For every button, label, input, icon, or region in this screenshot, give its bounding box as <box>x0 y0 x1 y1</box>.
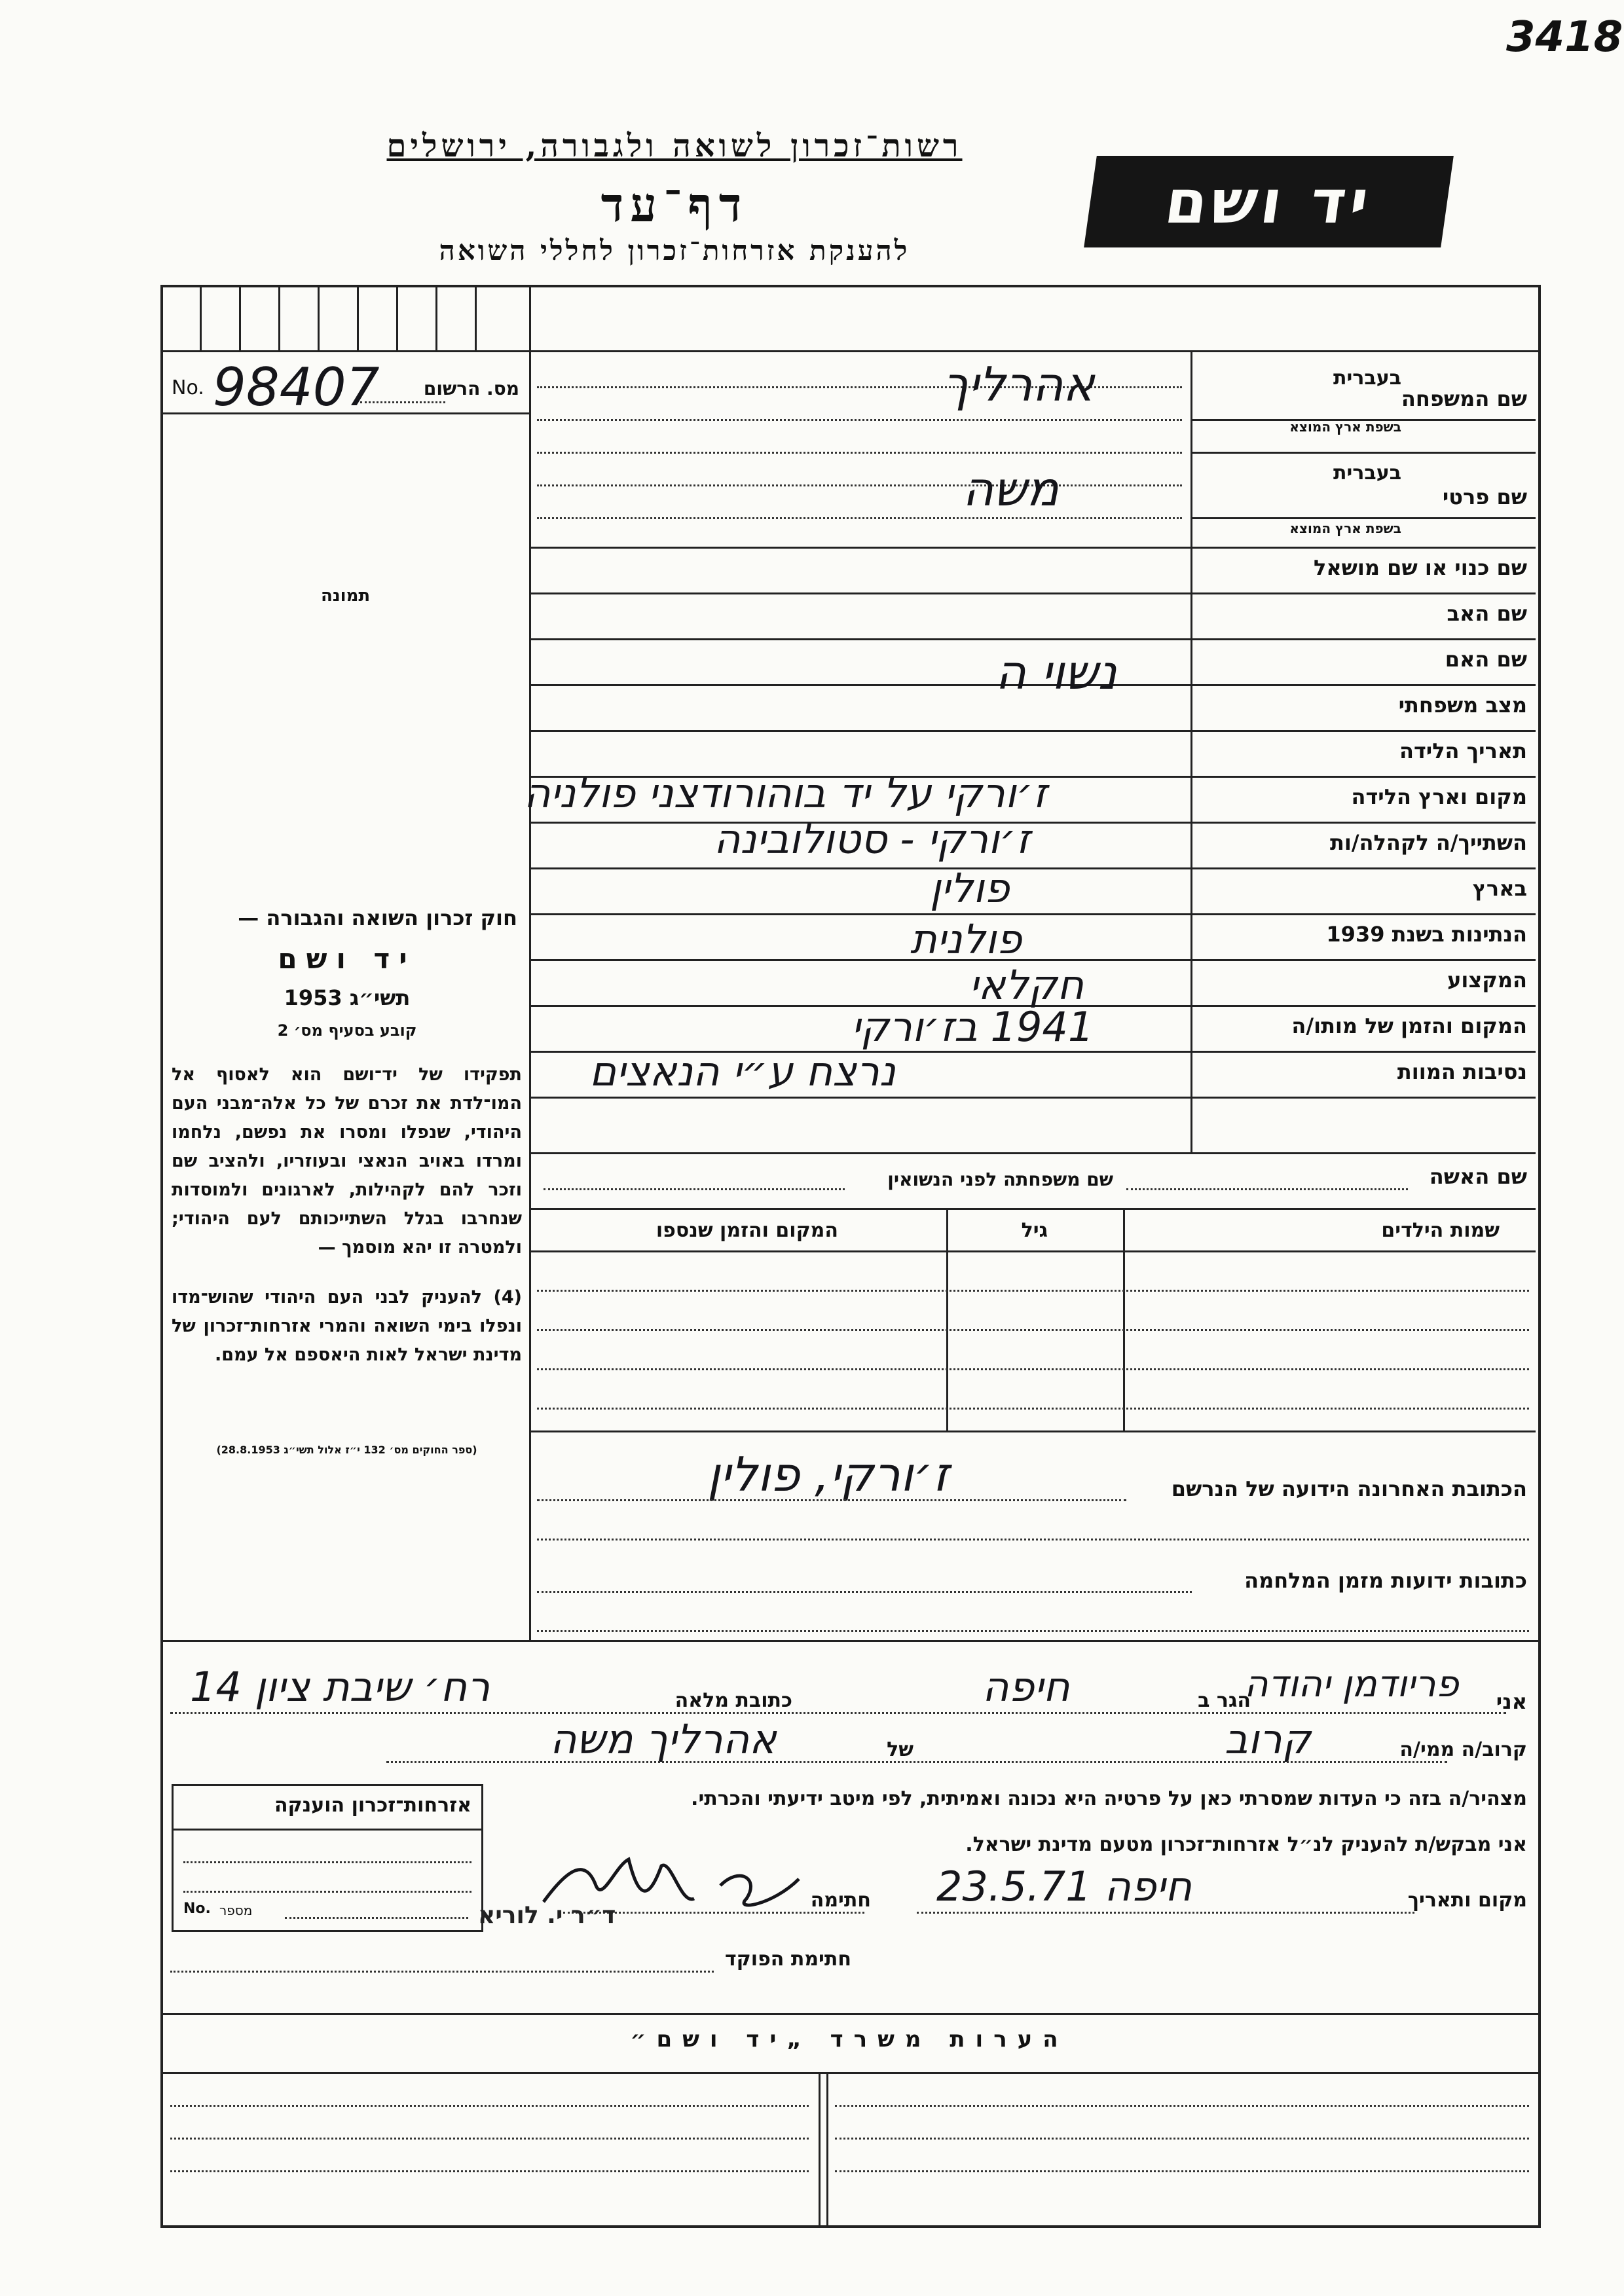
marital-label: מצב משפחתי <box>1398 693 1527 718</box>
occupation-label: המקצוע <box>1447 968 1527 993</box>
place-date-label: מקום ותאריך <box>1407 1889 1527 1912</box>
country-label: בארץ <box>1472 876 1527 901</box>
wife-label: שם האשה <box>1429 1164 1527 1189</box>
logo-text: יד ושם <box>1160 166 1377 237</box>
circumstances-label: נסיבות המוות <box>1397 1059 1527 1084</box>
first-name-sub-hebrew: בעברית <box>1333 462 1401 484</box>
page-title: דף־עד <box>600 177 748 232</box>
mother-label: שם האם <box>1445 647 1527 672</box>
registration-no-label: No. <box>172 376 204 399</box>
children-names-header: שמות הילדים <box>1381 1219 1500 1242</box>
signature-label: חתימה <box>810 1889 871 1912</box>
death-value: 1941 בז׳ורקי <box>851 1003 1094 1051</box>
country-value: פולין <box>930 864 1010 912</box>
family-name-sub-hebrew: בעברית <box>1333 367 1401 390</box>
death-label: המקום והזמן של מותו/ה <box>1291 1013 1527 1038</box>
registration-number: 98407 <box>213 357 380 418</box>
wartime-address-label: כתובות ידועות מזמן המלחמה <box>1244 1568 1527 1593</box>
first-name-label: שם פרטי <box>1442 484 1527 509</box>
photo-label: תמונה <box>321 586 371 606</box>
law-name: יד ושם <box>278 943 416 975</box>
of-value: אהרליך משה <box>550 1715 777 1763</box>
law-year: תשי״ג 1953 <box>284 985 411 1010</box>
official-stamp: ד״ר י. לוריא <box>478 1902 616 1929</box>
office-notes-title: הערות משרד „יד ושם״ <box>630 2026 1069 2052</box>
citizenship-box-no: No. <box>183 1901 211 1917</box>
community-label: השתייך/ה לקהלה/ות <box>1329 830 1527 855</box>
wife-maiden-label: שם משפחתה לפני הנשואין <box>887 1169 1113 1190</box>
declarant-name-value: פריודמן יהודה <box>1244 1663 1459 1705</box>
declarant-address-label: כתובת מלאה <box>674 1689 792 1712</box>
birth-place-label: מקום וארץ הלידה <box>1351 784 1527 809</box>
law-section: קובע בסעיף מס׳ 2 <box>277 1021 417 1040</box>
birth-date-label: תאריך הלידה <box>1399 738 1527 763</box>
law-citation: (ספר החוקים מס׳ 132 י״ז אלול תשי״ג 28.8.1953) <box>216 1444 477 1456</box>
family-name-sub-origin: בשפת ארץ המוצא <box>1289 419 1401 435</box>
registration-row <box>164 357 527 418</box>
declarant-i-label: אני <box>1496 1689 1527 1714</box>
birth-place-value: ז׳ורקי על יד בוהורודצני פולניה <box>524 769 1047 817</box>
occupation-value: חקלאי <box>969 961 1084 1009</box>
yad-vashem-logo <box>1084 156 1454 247</box>
circumstances-value: נרצח ע״י הנאצים <box>589 1048 896 1095</box>
children-age-header: גיל <box>1021 1219 1048 1242</box>
last-address-value: ז׳ורקי, פולין <box>707 1447 950 1502</box>
law-paragraph-2: (4) להעניק לבני העם היהודי שהוש־מדו ונפלו בימי השואה והמרי אזרחות־זכרון של מדינת ישראל לאות היאספם אל עמם. <box>172 1287 522 1365</box>
request-text: אני מבקש/ת להעניק לנ״ל אזרחות־זכרון מטעם מדינת ישראל. <box>965 1833 1527 1856</box>
law-paragraph-1: תפקידו של יד־ושם הוא לאסוף אל המו־לדת את זכרם של כל אלה־מבני העם היהודי, שנפלו ומסרו את נפשם, נלחמו ומרדו באויב הנאצי ובעוזריו, ולהציב שם וזכר להם לקהילות, לארגונים ולמוסדות שנחרבו בגלל השתייכותם לעם היהודי; ולמטרה זו יהא מוסמך — <box>172 1065 522 1258</box>
declarant-resides-label: הגר ב <box>1198 1689 1251 1712</box>
father-label: שם האב <box>1447 601 1527 626</box>
first-name-value: משה <box>963 462 1059 517</box>
declaration-text: מצהיר/ה בזה כי העדות שמסרתי כאן על פרטיה היא נכונה ואמיתית, לפי מיטב ידיעתי והכרתי. <box>691 1787 1527 1810</box>
official-signature-label: חתימת הפוקד <box>725 1948 851 1971</box>
of-label: של <box>887 1738 913 1761</box>
page-subtitle: להענקת אזרחות־זכרון לחללי השואה <box>439 234 910 266</box>
citizenship-value: פולנית <box>910 915 1022 963</box>
first-name-sub-origin: בשפת ארץ המוצא <box>1289 520 1401 536</box>
last-address-label: הכתובת האחרונה הידועה של הנרשם <box>1171 1476 1527 1501</box>
law-title: חוק זכרון השואה והגבורה — <box>238 905 517 930</box>
family-name-value: אהרליך <box>943 357 1095 412</box>
citizenship-label: הנתינות בשנת 1939 <box>1326 922 1527 947</box>
declarant-address-value: רח׳ שיבת ציון 14 <box>190 1663 490 1711</box>
place-date-value: חיפה 23.5.71 <box>936 1863 1192 1910</box>
citizenship-box <box>172 1784 483 1932</box>
relation-label: קרוב/ה ממי/ה <box>1399 1738 1527 1761</box>
citizenship-box-title: אזרחות־זכרון הוענקה <box>274 1794 471 1817</box>
citizenship-box-number-label: מספר <box>219 1903 253 1918</box>
authority-title: רשות־זכרון לשואה ולגבורה, ירושלים <box>386 128 963 164</box>
community-value: ז׳ורקי - סטולובינה <box>714 815 1031 863</box>
family-name-label: שם המשפחה <box>1401 386 1527 411</box>
declarant-city-value: חיפה <box>982 1663 1070 1711</box>
marital-value: נשוי ה <box>995 645 1117 700</box>
nickname-label: שם כנוי או שם מושאל <box>1313 555 1527 580</box>
registration-label: מס. הרשום <box>423 378 519 399</box>
children-death-header: המקום והזמן שנספו <box>655 1219 838 1242</box>
archive-number: 3418 <box>1506 13 1623 62</box>
relation-value: קרוב <box>1225 1715 1311 1763</box>
